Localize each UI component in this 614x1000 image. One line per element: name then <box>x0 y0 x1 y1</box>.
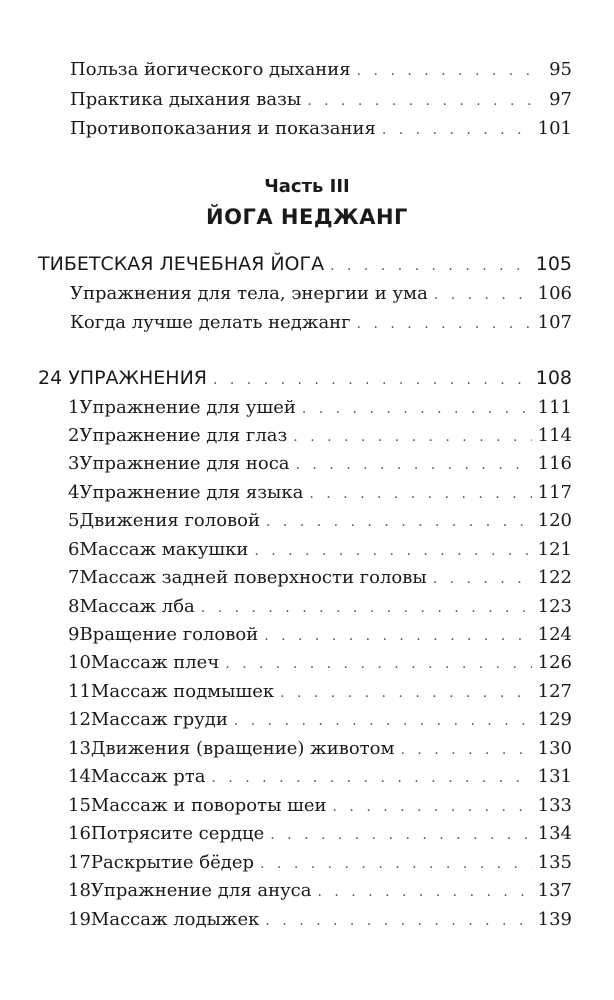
entry-title: Упражнения для тела, энергии и ума <box>70 283 428 304</box>
exercise-number: 15 <box>68 795 91 816</box>
dot-leader <box>234 709 532 733</box>
exercise-number: 10 <box>68 652 91 673</box>
toc-entry <box>70 311 572 336</box>
dot-leader <box>211 766 531 790</box>
entry-title: Упражнение для глаз <box>79 425 288 446</box>
exercise-entry <box>68 481 572 506</box>
entry-title: Практика дыхания вазы <box>70 89 302 110</box>
dot-leader <box>280 681 532 705</box>
exercise-number: 17 <box>68 852 91 873</box>
exercise-number: 5 <box>68 510 80 531</box>
toc-entry <box>70 58 572 83</box>
exercise-entry <box>68 708 572 733</box>
dot-leader <box>302 397 532 421</box>
toc-entry <box>70 282 572 307</box>
entry-title: Противопоказания и показания <box>70 118 376 139</box>
entry-title: Раскрытие бёдер <box>90 852 255 873</box>
dot-leader <box>266 510 532 534</box>
exercise-number: 1 <box>68 397 80 418</box>
entry-page: 129 <box>537 709 572 730</box>
exercise-entry <box>68 566 572 591</box>
entry-title: Польза йогического дыхания <box>70 59 351 80</box>
exercise-entry <box>68 623 572 648</box>
entry-title: Вращение головой <box>79 624 259 645</box>
exercise-entry <box>68 765 572 790</box>
section-heading <box>38 366 572 392</box>
entry-title: Упражнение для ушей <box>79 397 296 418</box>
entry-title: Упражнение для языка <box>79 482 304 503</box>
entry-page: 124 <box>537 624 572 645</box>
exercise-number: 19 <box>68 909 91 930</box>
dot-leader <box>433 567 532 591</box>
exercise-number: 7 <box>68 567 80 588</box>
entry-title: Массаж макушки <box>79 539 249 560</box>
entry-title: Массаж плеч <box>90 652 220 673</box>
exercise-number: 6 <box>68 539 80 560</box>
part-label: Часть III <box>264 176 350 197</box>
section-heading-title: ТИБЕТСКАЯ ЛЕЧЕБНАЯ ЙОГА <box>38 253 325 275</box>
entry-page: 114 <box>537 425 572 446</box>
entry-page: 117 <box>537 482 572 503</box>
exercise-number: 16 <box>68 823 91 844</box>
entry-page: 95 <box>549 59 572 80</box>
entry-title: Массаж задней поверхности головы <box>79 567 427 588</box>
entry-title: Когда лучше делать неджанг <box>70 312 351 333</box>
entry-page: 107 <box>537 312 572 333</box>
dot-leader <box>357 59 543 83</box>
section-heading-page: 105 <box>535 253 572 275</box>
dot-leader <box>213 368 530 392</box>
part-title: ЙОГА НЕДЖАНГ <box>206 205 408 229</box>
exercise-entry <box>68 908 572 933</box>
dot-leader <box>270 823 531 847</box>
entry-title: Движения (вращение) животом <box>90 738 395 759</box>
dot-leader <box>400 738 531 762</box>
exercise-entry <box>68 737 572 762</box>
dot-leader <box>254 539 531 563</box>
entry-page: 135 <box>537 852 572 873</box>
dot-leader <box>201 596 532 620</box>
toc-entry <box>70 88 572 113</box>
dot-leader <box>317 880 531 904</box>
exercise-number: 13 <box>68 738 91 759</box>
entry-title: Массаж рта <box>90 766 206 787</box>
exercise-number: 18 <box>68 880 91 901</box>
exercise-entry <box>68 822 572 847</box>
section-heading-title: 24 УПРАЖНЕНИЯ <box>38 367 207 389</box>
dot-leader <box>307 89 543 113</box>
exercise-entry <box>68 396 572 421</box>
dot-leader <box>265 909 531 933</box>
exercise-number: 2 <box>68 425 80 446</box>
section-heading <box>38 252 572 278</box>
dot-leader <box>293 425 531 449</box>
entry-page: 137 <box>537 880 572 901</box>
entry-page: 121 <box>537 539 572 560</box>
entry-page: 127 <box>537 681 572 702</box>
exercise-number: 11 <box>68 681 91 702</box>
entry-title: Массаж лодыжек <box>90 909 260 930</box>
entry-page: 116 <box>537 453 572 474</box>
exercise-entry <box>68 651 572 676</box>
dot-leader <box>434 283 532 307</box>
entry-page: 120 <box>537 510 572 531</box>
dot-leader <box>260 852 532 876</box>
entry-page: 122 <box>537 567 572 588</box>
entry-page: 131 <box>537 766 572 787</box>
dot-leader <box>309 482 531 506</box>
dot-leader <box>264 624 531 648</box>
section-heading-page: 108 <box>535 367 572 389</box>
entry-page: 133 <box>537 795 572 816</box>
entry-title: Движения головой <box>79 510 261 531</box>
dot-leader <box>382 118 532 142</box>
exercise-entry <box>68 452 572 477</box>
entry-title: Массаж лба <box>79 596 195 617</box>
exercise-entry <box>68 794 572 819</box>
entry-page: 126 <box>537 652 572 673</box>
entry-title: Массаж и повороты шеи <box>90 795 327 816</box>
entry-title: Потрясите сердце <box>90 823 265 844</box>
entry-page: 97 <box>549 89 572 110</box>
dot-leader <box>225 652 531 676</box>
exercise-entry <box>68 680 572 705</box>
dot-leader <box>296 453 532 477</box>
entry-title: Массаж груди <box>90 709 228 730</box>
exercise-number: 4 <box>68 482 80 503</box>
exercise-number: 12 <box>68 709 91 730</box>
entry-title: Упражнение для носа <box>79 453 290 474</box>
dot-leader <box>357 312 532 336</box>
exercise-entry <box>68 595 572 620</box>
exercise-number: 14 <box>68 766 91 787</box>
entry-page: 111 <box>537 397 572 418</box>
exercise-number: 8 <box>68 596 80 617</box>
dot-leader <box>330 254 530 278</box>
exercise-entry <box>68 538 572 563</box>
exercise-entry <box>68 424 572 449</box>
exercise-entry <box>68 851 572 876</box>
exercise-entry <box>68 879 572 904</box>
entry-page: 106 <box>537 283 572 304</box>
toc-entry <box>70 117 572 142</box>
dot-leader <box>333 795 532 819</box>
entry-page: 101 <box>537 118 572 139</box>
entry-title: Массаж подмышек <box>90 681 275 702</box>
entry-page: 139 <box>537 909 572 930</box>
exercise-number: 3 <box>68 453 80 474</box>
entry-title: Упражнение для ануса <box>90 880 312 901</box>
entry-page: 134 <box>537 823 572 844</box>
entry-page: 130 <box>537 738 572 759</box>
entry-page: 123 <box>537 596 572 617</box>
exercise-entry <box>68 509 572 534</box>
exercise-number: 9 <box>68 624 80 645</box>
